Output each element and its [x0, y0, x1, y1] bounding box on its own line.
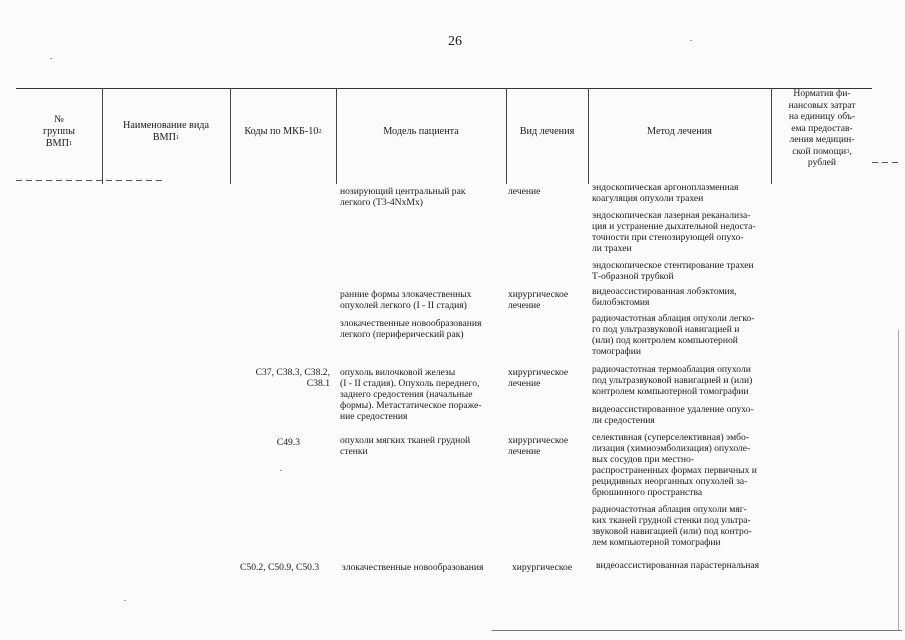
header-text: ВМП	[152, 132, 176, 143]
table-cell-method: радиочастотная аблация опухоли мяг- ких тканей грудной стенки под ультра- звуковой навигацией (или) под контро- лем компьютерной томографии	[592, 504, 752, 548]
table-cell-method: видеоассистированная лобэктомия, билобэктомия	[592, 286, 737, 308]
scan-edge-rule	[898, 330, 899, 630]
header-icd-codes	[230, 126, 336, 138]
header-text: Норматив фи- нансовых затрат на единицу объ- ема предостав- ления медицин- ской помощи	[788, 88, 856, 157]
table-cell-method: селективная (суперселективная) эмбо- лизация (химиоэмболизация) опухоле- вых сосудов при местно- распространенных формах первичных и рецидивных неорганных опухолей за- брюшинного пространства	[592, 432, 757, 498]
table-cell-codes: C50.2, C50.9, C50.3	[240, 562, 320, 573]
header-text: группы	[43, 126, 75, 137]
scan-edge-rule	[492, 630, 902, 631]
scan-rule	[16, 180, 166, 181]
table-cell-treatment: хирургическое лечение	[508, 367, 569, 389]
header-treatment-method: Метод лечения	[647, 126, 712, 137]
page-number: 26	[448, 34, 462, 49]
table-cell-model: нозирующий центральный рак легкого (T3-4NxMx)	[340, 186, 466, 208]
table-cell-method: эндоскопическая лазерная реканализа- ция и устранение дыхательной недоста- точности при стенозирующей опухо- ли трахеи	[592, 210, 756, 254]
table-cell-method: радиочастотная аблация опухоли легко- го под ультразвуковой навигацией и (или) под контролем компьютерной томографии	[592, 313, 755, 357]
table-cell-treatment: лечение	[508, 186, 541, 197]
scan-rule	[872, 162, 902, 163]
table-cell-method: радиочастотная термоаблация опухоли под ультразвуковой навигацией и (или) контролем компьютерной томографии	[592, 364, 753, 397]
footnote-mark: 2	[318, 128, 322, 135]
table-cell-model: злокачественные новообразования легкого (периферический рак)	[340, 318, 482, 340]
header-treatment-type: Вид лечения	[519, 126, 575, 137]
header-text: №	[54, 114, 64, 125]
table-cell-codes: C37, C38.3, C38.2, C38.1	[255, 367, 330, 389]
footnote-mark: 3	[846, 147, 850, 155]
header-cost-standard	[772, 88, 872, 169]
table-cell-method: видеоассистированная парастернальная	[596, 560, 760, 571]
scan-speck	[124, 600, 126, 601]
header-text: Коды по МКБ-10	[244, 126, 319, 137]
scan-speck	[280, 470, 282, 471]
table-cell-treatment: хирургическое лечение	[508, 289, 569, 311]
header-patient-model: Модель пациента	[383, 126, 459, 137]
table-cell-codes: C49.3	[276, 437, 300, 448]
footnote-mark: 1	[175, 134, 180, 141]
table-cell-model: опухоли мягких тканей грудной стенки	[340, 435, 471, 457]
scan-speck	[690, 40, 692, 41]
header-text: Наименование вида	[123, 120, 209, 131]
header-text	[16, 138, 102, 150]
header-vmp-name	[102, 120, 230, 144]
table-header	[16, 88, 872, 184]
header-group-number	[16, 114, 102, 150]
table-cell-model: ранние формы злокачественных опухолей легкого (I - II стадия)	[340, 289, 472, 311]
scan-speck	[50, 58, 52, 59]
header-top-rule	[16, 88, 872, 89]
table-cell-model: опухоль вилочковой железы (I - II стадия). Опухоль переднего, заднего средостения (начальные формы). Метастатическое пораже- ние средостения	[340, 367, 482, 422]
table-cell-treatment: хирургическое лечение	[508, 435, 569, 457]
table-cell-treatment: хирургическое	[512, 562, 573, 573]
table-cell-method: эндоскопическая аргоноплазменная коагуляция опухоли трахеи	[592, 182, 739, 204]
footnote-mark: 1	[68, 140, 73, 147]
header-text	[102, 132, 230, 144]
header-text: ВМП	[45, 138, 69, 149]
table-cell-method: эндоскопическое стентирование трахеи Т-образной трубкой	[592, 260, 754, 282]
table-cell-method: видеоассистированное удаление опухо- ли средостения	[592, 404, 754, 426]
header-text: , рублей	[807, 145, 852, 168]
table-cell-model: злокачественные новообразования	[342, 562, 484, 573]
